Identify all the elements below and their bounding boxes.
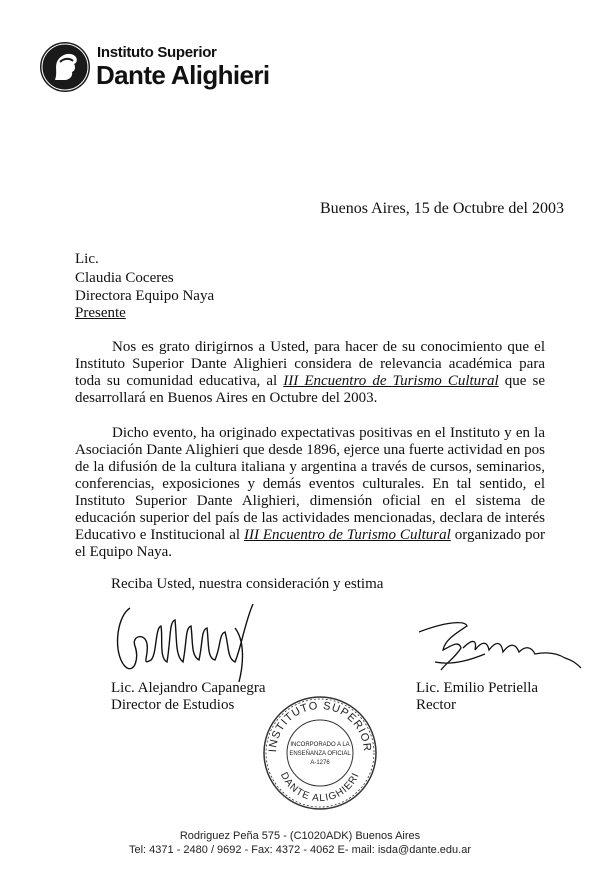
- p2-text-before: Dicho evento, ha originado expectativas positivas en el Instituto y en la Asociación Dante Alighieri que desde 1896, ejerce una fuerte actividad en pos de la difusión de la cultura italiana y argentina a través de cursos, seminarios, conferencias, exposiciones y demás eventos culturales. En tal sentido, el Instituto Superior Dante Alighieri, dimensión oficial en el sistema de educación superior del país de las actividades mencionadas, declara de interés Educativo e Institucional al: [75, 425, 545, 543]
- p1-event-name: III Encuentro de Turismo Cultural: [283, 373, 499, 389]
- stamp-top-text: INSTITUTO SUPERIOR: [266, 699, 374, 753]
- stamp-bottom-text: DANTE ALIGHIERI: [277, 770, 362, 805]
- stamp-inner-line3: A-1276: [310, 760, 330, 766]
- right-signature: [415, 618, 595, 678]
- footer-address: Rodriguez Peña 575 - (C1020ADK) Buenos Aires: [179, 830, 421, 842]
- recipient-greeting: Presente: [75, 305, 126, 321]
- left-signatory-role: Director de Estudios: [111, 697, 235, 713]
- official-stamp: [260, 693, 380, 813]
- p2-text-after: organizado por el Equipo Naya.: [75, 527, 546, 560]
- right-signatory-name: Lic. Emilio Petriella: [416, 680, 539, 696]
- stamp-inner-line2: ENSEÑANZA OFICIAL: [289, 751, 351, 757]
- institute-name-line2: Dante Alighieri: [96, 60, 270, 90]
- p2-event-name: III Encuentro de Turismo Cultural: [243, 527, 451, 543]
- left-signatory-name: Lic. Alejandro Capanegra: [111, 680, 266, 696]
- recipient-name: Claudia Coceres: [75, 270, 174, 286]
- letter-date: Buenos Aires, 15 de Octubre del 2003: [320, 200, 564, 217]
- left-signature: [105, 598, 265, 688]
- footer-contact: Tel: 4371 - 2480 / 9692 - Fax: 4372 - 4062 E- mail: isda@dante.edu.ar: [129, 844, 471, 856]
- recipient-position: Directora Equipo Naya: [75, 288, 215, 304]
- recipient-title: Lic.: [75, 251, 99, 267]
- body-paragraph-1: [75, 339, 545, 407]
- closing-line: Reciba Usted, nuestra consideración y estima: [111, 576, 384, 592]
- p1-text-after: que se desarrollará en Buenos Aires en Octubre del 2003.: [75, 373, 545, 406]
- body-paragraph-2: [75, 425, 545, 561]
- right-signatory-role: Rector: [416, 697, 456, 713]
- svg-text:DANTE ALIGHIERI: [278, 771, 362, 804]
- stamp-inner-line1: INCORPORADO A LA: [290, 742, 350, 748]
- dante-profile-logo-icon: [40, 42, 90, 92]
- p1-text-before: Nos es grato dirigirnos a Usted, para hacer de su conocimiento que el Instituto Superior Dante Alighieri considera de relevancia académica para toda su comunidad educativa, al: [75, 339, 545, 389]
- institute-name-line1: Instituto Superior: [97, 44, 217, 61]
